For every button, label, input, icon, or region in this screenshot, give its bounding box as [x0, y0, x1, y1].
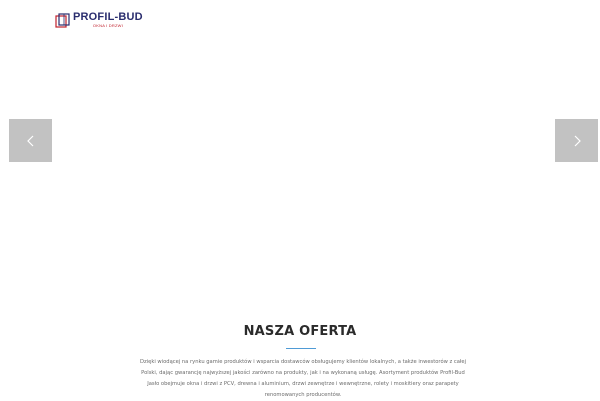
title-divider	[286, 348, 316, 349]
logo-name: PROFIL-BUD	[73, 11, 143, 23]
site-logo[interactable]	[55, 12, 143, 28]
chevron-right-icon	[571, 135, 583, 147]
section-description: Dzięki wiodącej na rynku gamie produktów i wsparcia dostawców obsługujemy klientów lokalnych, a także inwestorów z całej Polski, dając gwarancję najwyższej jakości zarówno na produkty, jak i na wykonaną usługę. Asortyment produktów Profil-Bud Jasło obejmuje okna i drzwi z PCV, drewna i aluminium, drzwi zewnętrze i wewnętrzne, rolety i moskitiery oraz parapety renomowanych producentów.	[139, 359, 467, 398]
logo-tagline: OKNA I DRZWI	[92, 23, 123, 28]
slider-next-button[interactable]	[555, 119, 598, 162]
logo-text	[73, 12, 143, 28]
section-title: NASZA OFERTA	[243, 324, 357, 339]
slider-prev-button[interactable]	[9, 119, 52, 162]
window-frame-icon	[55, 12, 71, 28]
chevron-left-icon	[25, 135, 37, 147]
